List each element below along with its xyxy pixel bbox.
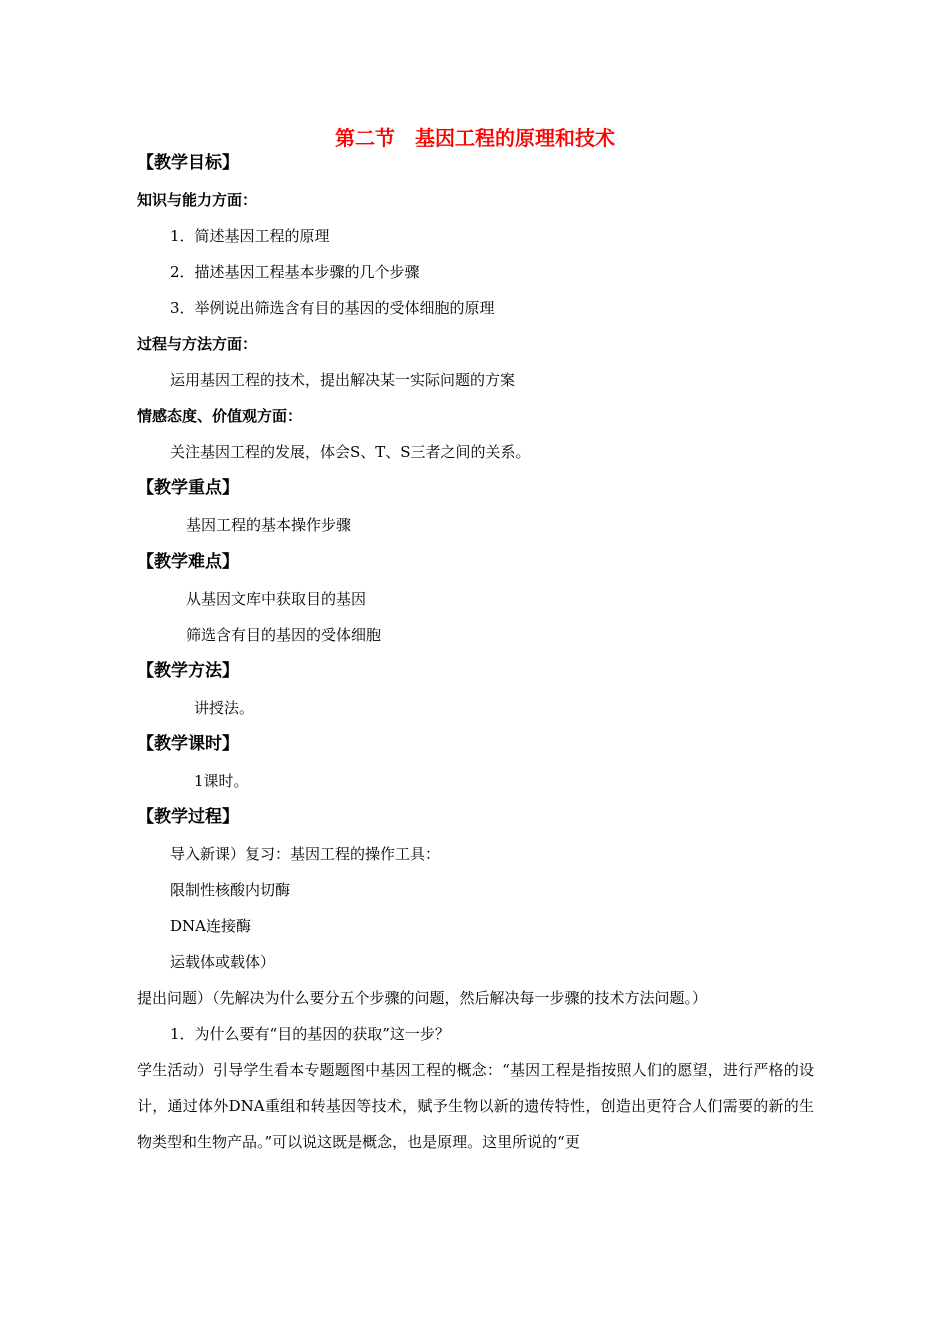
procedure-line-1: 导入新课）复习：基因工程的操作工具： [170, 845, 441, 863]
heading-procedure: 【教学过程】 [137, 807, 239, 827]
difficulty-item-2: 筛选含有目的基因的受体细胞 [186, 626, 382, 644]
key-points-text: 基因工程的基本操作步骤 [186, 516, 352, 534]
heading-difficulties: 【教学难点】 [137, 552, 239, 572]
student-activity-paragraph: 学生活动）引导学生看本专题题图中基因工程的概念：“基因工程是指按照人们的愿望，进行严格的设计，通过体外DNA重组和转基因等技术，赋予生物以新的遗传特性，创造出更符合人们需要的新的生物类型和生物产品。”可以说这既是概念，也是原理。这里所说的“更 [137, 1061, 814, 1151]
method-text: 讲授法。 [194, 699, 255, 717]
knowledge-item-2: 2．描述基因工程基本步骤的几个步骤 [170, 263, 420, 281]
heading-key-points: 【教学重点】 [137, 478, 239, 498]
label-emotion: 情感态度、价值观方面： [137, 407, 303, 425]
procedure-line-6: 1．为什么要有“目的基因的获取”这一步？ [170, 1025, 450, 1043]
document-title: 第二节 基因工程的原理和技术 [335, 126, 615, 150]
knowledge-item-1: 1．简述基因工程的原理 [170, 227, 330, 245]
label-knowledge: 知识与能力方面： [137, 191, 258, 209]
procedure-line-4: 运载体或载体） [170, 953, 276, 971]
procedure-line-3: DNA连接酶 [170, 917, 251, 935]
heading-method: 【教学方法】 [137, 661, 239, 681]
hours-text: 1课时。 [194, 772, 249, 790]
emotion-text: 关注基因工程的发展，体会S、T、S三者之间的关系。 [170, 443, 531, 461]
heading-objectives: 【教学目标】 [137, 153, 239, 173]
label-process: 过程与方法方面： [137, 335, 258, 353]
heading-hours: 【教学课时】 [137, 734, 239, 754]
process-text: 运用基因工程的技术，提出解决某一实际问题的方案 [170, 371, 516, 389]
procedure-line-5: 提出问题）（先解决为什么要分五个步骤的问题，然后解决每一步骤的技术方法问题。） [137, 989, 708, 1007]
difficulty-item-1: 从基因文库中获取目的基因 [186, 590, 367, 608]
procedure-line-2: 限制性核酸内切酶 [170, 881, 291, 899]
knowledge-item-3: 3．举例说出筛选含有目的基因的受体细胞的原理 [170, 299, 495, 317]
